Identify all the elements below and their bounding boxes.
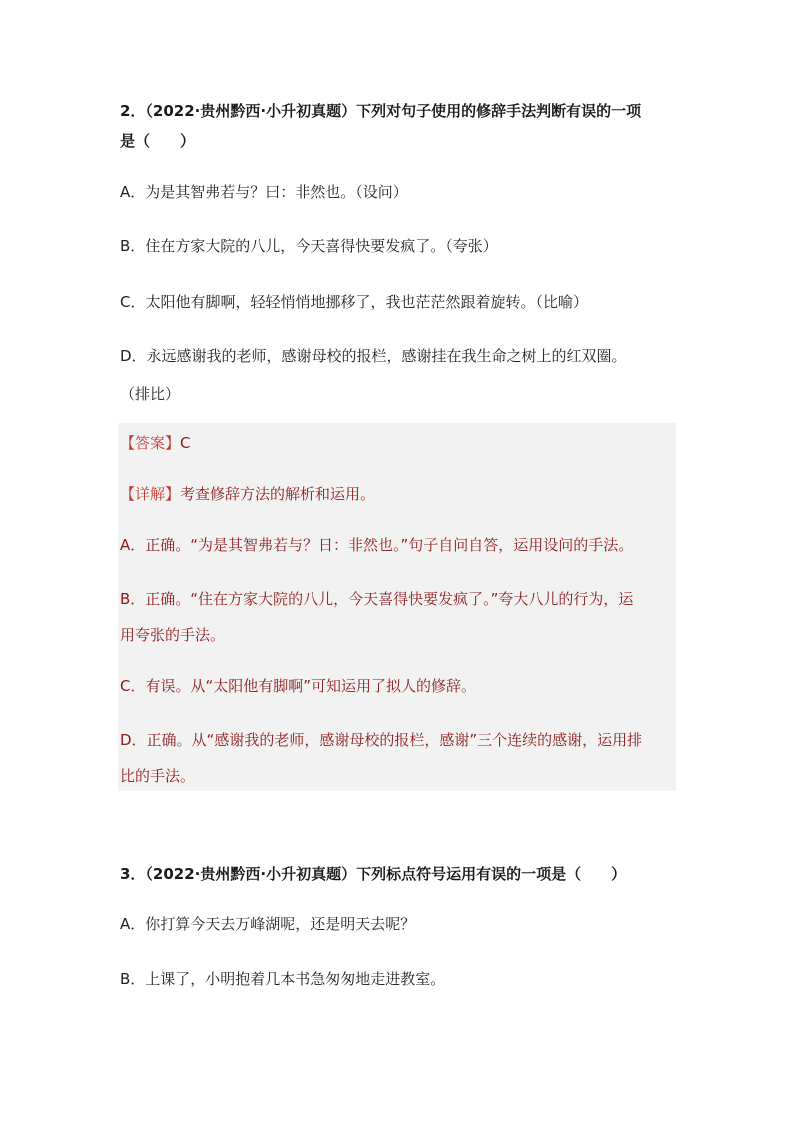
question-3-title: 3．（2022·贵州黔西·小升初真题）下列标点符号运用有误的一项是（ ） xyxy=(120,865,627,883)
question-2-option-d: D．永远感谢我的老师，感谢母校的报栏，感谢挂在我生命之树上的红双圈。 xyxy=(120,347,627,365)
answer-value: C xyxy=(180,434,191,452)
detail-option-c: C．有误。从“太阳他有脚啊”可知运用了拟人的修辞。 xyxy=(120,677,477,695)
question-2-option-d-continued: （排比） xyxy=(120,385,181,403)
detail-line xyxy=(120,476,672,512)
question-2-title-line2: 是（ ） xyxy=(120,132,196,150)
question-2-option-c: C．太阳他有脚啊，轻轻悄悄地挪移了，我也茫茫然跟着旋转。（比喻） xyxy=(120,293,588,311)
answer-line xyxy=(120,425,672,461)
detail-intro: 考查修辞方法的解析和运用。 xyxy=(180,485,376,503)
question-2-option-a: A．为是其智弗若与？曰：非然也。（设问） xyxy=(120,183,408,201)
question-2-option-b: B．住在方家大院的八儿，今天喜得快要发疯了。（夸张） xyxy=(120,237,498,255)
question-3-option-b: B．上课了，小明抱着几本书急匆匆地走进教室。 xyxy=(120,970,446,988)
question-2-title-line1: 2．（2022·贵州黔西·小升初真题）下列对句子使用的修辞手法判断有误的一项 xyxy=(120,102,642,120)
question-3-option-a: A．你打算今天去万峰湖呢，还是明天去呢？ xyxy=(120,915,416,933)
detail-option-b-line1: B．正确。“住在方家大院的八儿，今天喜得快要发疯了。”夸大八儿的行为，运 xyxy=(120,590,634,608)
detail-option-d-line2: 比的手法。 xyxy=(120,767,196,785)
detail-option-a: A．正确。“为是其智弗若与？日：非然也。”句子自问自答，运用设问的手法。 xyxy=(120,536,634,554)
detail-option-b-line2: 用夸张的手法。 xyxy=(120,626,226,644)
detail-option-d-line1: D．正确。从“感谢我的老师，感谢母校的报栏，感谢”三个连续的感谢，运用排 xyxy=(120,731,643,749)
answer-tag: 【答案】 xyxy=(120,434,181,452)
detail-tag: 【详解】 xyxy=(120,485,181,503)
